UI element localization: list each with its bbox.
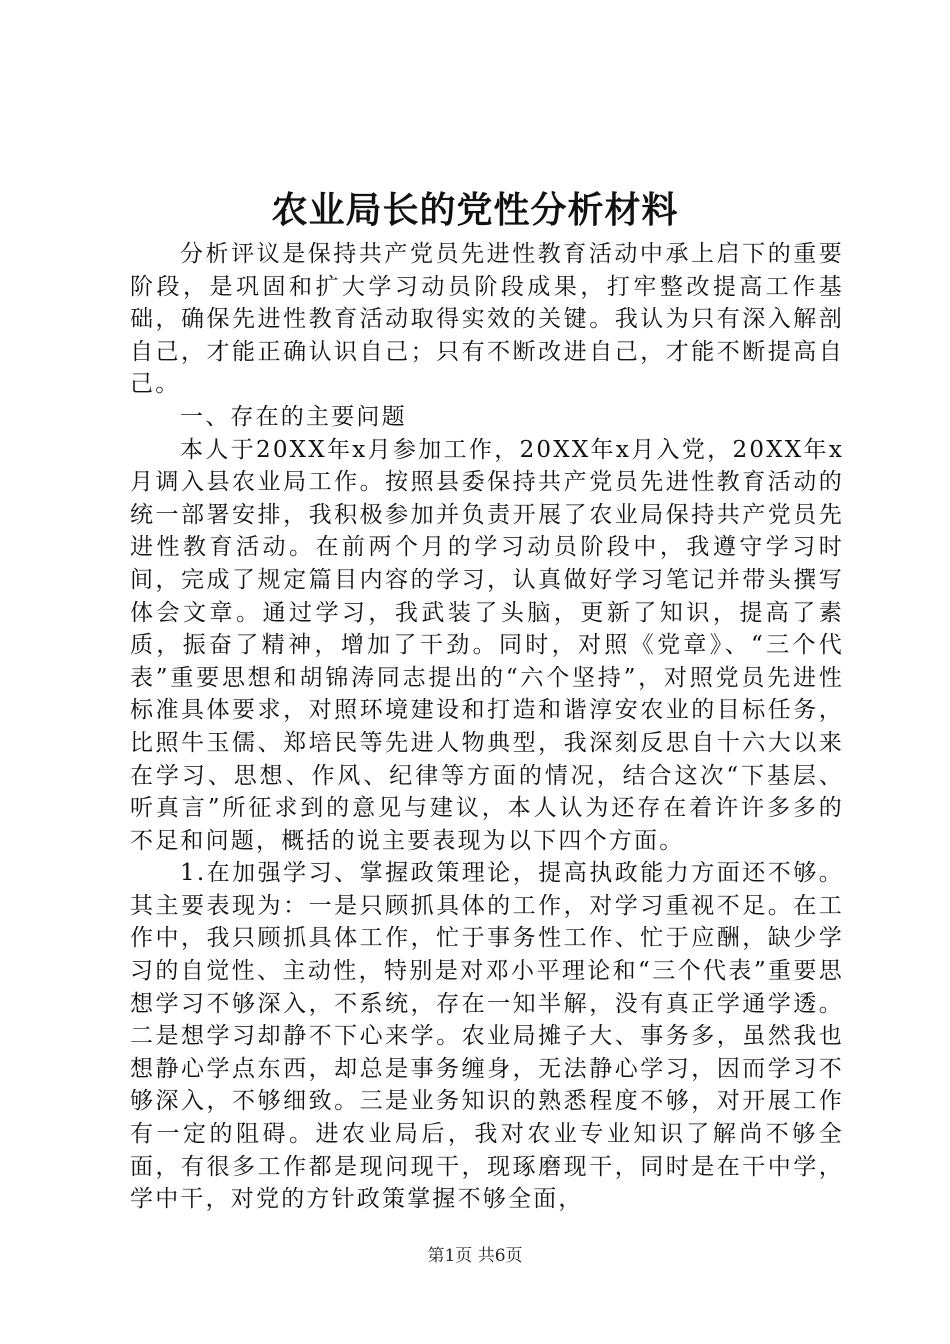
- section-heading-main-problems: 一、存在的主要问题: [180, 403, 407, 430]
- document-body: [130, 238, 844, 1216]
- paragraph-background: 本人于20XX年x月参加工作，20XX年x月入党，20XX年x月调入县农业局工作。按照县委保持共产党员先进性教育活动的统一部署安排，我积极参加并负责开展了农业局保持共产党员先进性教育活动。在前两个月的学习动员阶段中，我遵守学习时间，完成了规定篇目内容的学习，认真做好学习笔记并带头撰写体会文章。通过学习，我武装了头脑，更新了知识，提高了素质，振奋了精神，增加了干劲。同时，对照《党章》、“三个代表”重要思想和胡锦涛同志提出的“六个坚持”，对照党员先进性标准具体要求，对照环境建设和打造和谐淳安农业的目标任务，比照牛玉儒、郑培民等先进人物典型，我深刻反思自十六大以来在学习、思想、作风、纪律等方面的情况，结合这次“下基层、听真言”所征求到的意见与建议，本人认为还存在着许许多多的不足和问题，概括的说主要表现为以下四个方面。: [130, 436, 844, 854]
- page-number-footer: 第1页 共6页: [427, 1246, 523, 1266]
- paragraph-point-1: 1.在加强学习、掌握政策理论，提高执政能力方面还不够。其主要表现为：一是只顾抓具体的工作，对学习重视不足。在工作中，我只顾抓具体工作，忙于事务性工作、忙于应酬，缺少学习的自觉性、主动性，特别是对邓小平理论和“三个代表”重要思想学习不够深入，不系统，存在一知半解，没有真正学通学透。二是想学习却静不下心来学。农业局摊子大、事务多，虽然我也想静心学点东西，却总是事务缠身，无法静心学习，因而学习不够深入，不够细致。三是业务知识的熟悉程度不够，对开展工作有一定的阻碍。进农业局后，我对农业专业知识了解尚不够全面，有很多工作都是现问现干，现琢磨现干，同时是在干中学，学中干，对党的方针政策掌握不够全面，: [130, 860, 844, 1213]
- document-title: 农业局长的党性分析材料: [271, 189, 679, 231]
- paragraph-intro: 分析评议是保持共产党员先进性教育活动中承上启下的重要阶段，是巩固和扩大学习动员阶段成果，打牢整改提高工作基础，确保先进性教育活动取得实效的关键。我认为只有深入解剖自己，才能正确认识自己；只有不断改进自己，才能不断提高自己。: [130, 241, 844, 398]
